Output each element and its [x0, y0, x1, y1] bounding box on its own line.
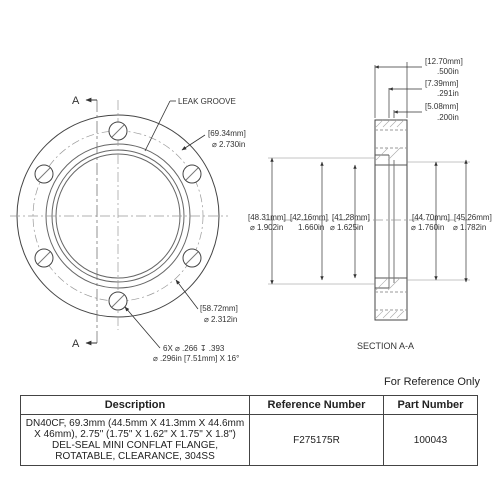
thickness-mm: [12.70mm]: [425, 57, 463, 66]
dim-d-in: ⌀ 1.760in: [411, 223, 445, 232]
header-description: Description: [21, 396, 250, 415]
cell-part-number: 100043: [383, 415, 477, 466]
outer-diameter-mm: [69.34mm]: [208, 129, 246, 138]
step1-in: .291in: [437, 89, 459, 98]
header-reference-number: Reference Number: [250, 396, 384, 415]
bolt-hole: [35, 249, 53, 267]
dim-e-mm: [45.26mm]: [454, 213, 492, 222]
dim-e-in: ⌀ 1.782in: [453, 223, 487, 232]
hole-callout-leader: [125, 307, 160, 348]
leak-groove-leader: [145, 101, 176, 151]
spec-table: [20, 395, 478, 466]
dim-d-mm: [44.70mm]: [412, 213, 450, 222]
bolt-hole: [183, 249, 201, 267]
hole-callout-line2: ⌀ .296in [7.51mm] X 16°: [153, 354, 240, 363]
dim-b-mm: [42.16mm]: [290, 213, 328, 222]
bolt-circle-in: ⌀ 2.312in: [204, 315, 238, 324]
bolt-hole: [183, 165, 201, 183]
section-label-bottom: A: [72, 338, 80, 350]
step2-in: .200in: [437, 113, 459, 122]
outer-diameter-in: ⌀ 2.730in: [212, 140, 246, 149]
reference-note: For Reference Only: [384, 376, 480, 388]
table-row: [21, 415, 478, 466]
section-title: SECTION A-A: [357, 341, 415, 351]
thickness-in: .500in: [437, 67, 459, 76]
bolt-hole: [109, 292, 127, 310]
dim-b-in: 1.660in: [298, 223, 325, 232]
table-header-row: [21, 396, 478, 415]
cell-description: DN40CF, 69.3mm (44.5mm X 41.3mm X 44.6mm X 46mm), 2.75" (1.75" X 1.62" X 1.75" X 1.8") DEL-SEAL MINI CONFLAT FLANGE, ROTATABLE, CLEARANCE, 304SS: [21, 415, 250, 466]
bolt-circle-leader: [176, 280, 198, 309]
hole-callout-line1: 6X ⌀ .266 ↧ .393: [163, 344, 225, 353]
top-dimensions: [375, 62, 422, 118]
cell-reference-number: F275175R: [250, 415, 384, 466]
section-label-top: A: [72, 95, 80, 107]
dim-a-in: ⌀ 1.902in: [250, 223, 284, 232]
step1-mm: [7.39mm]: [425, 79, 459, 88]
dim-c-in: ⌀ 1.625in: [330, 223, 364, 232]
header-part-number: Part Number: [383, 396, 477, 415]
bolt-circle-mm: [58.72mm]: [200, 304, 238, 313]
bolt-hole: [35, 165, 53, 183]
bolt-hole: [109, 122, 127, 140]
dim-a-mm: [48.31mm]: [248, 213, 286, 222]
outer-diameter-leader: [182, 135, 205, 150]
step2-mm: [5.08mm]: [425, 102, 459, 111]
dim-c-mm: [41.28mm]: [332, 213, 370, 222]
leak-groove-label: LEAK GROOVE: [178, 97, 236, 106]
